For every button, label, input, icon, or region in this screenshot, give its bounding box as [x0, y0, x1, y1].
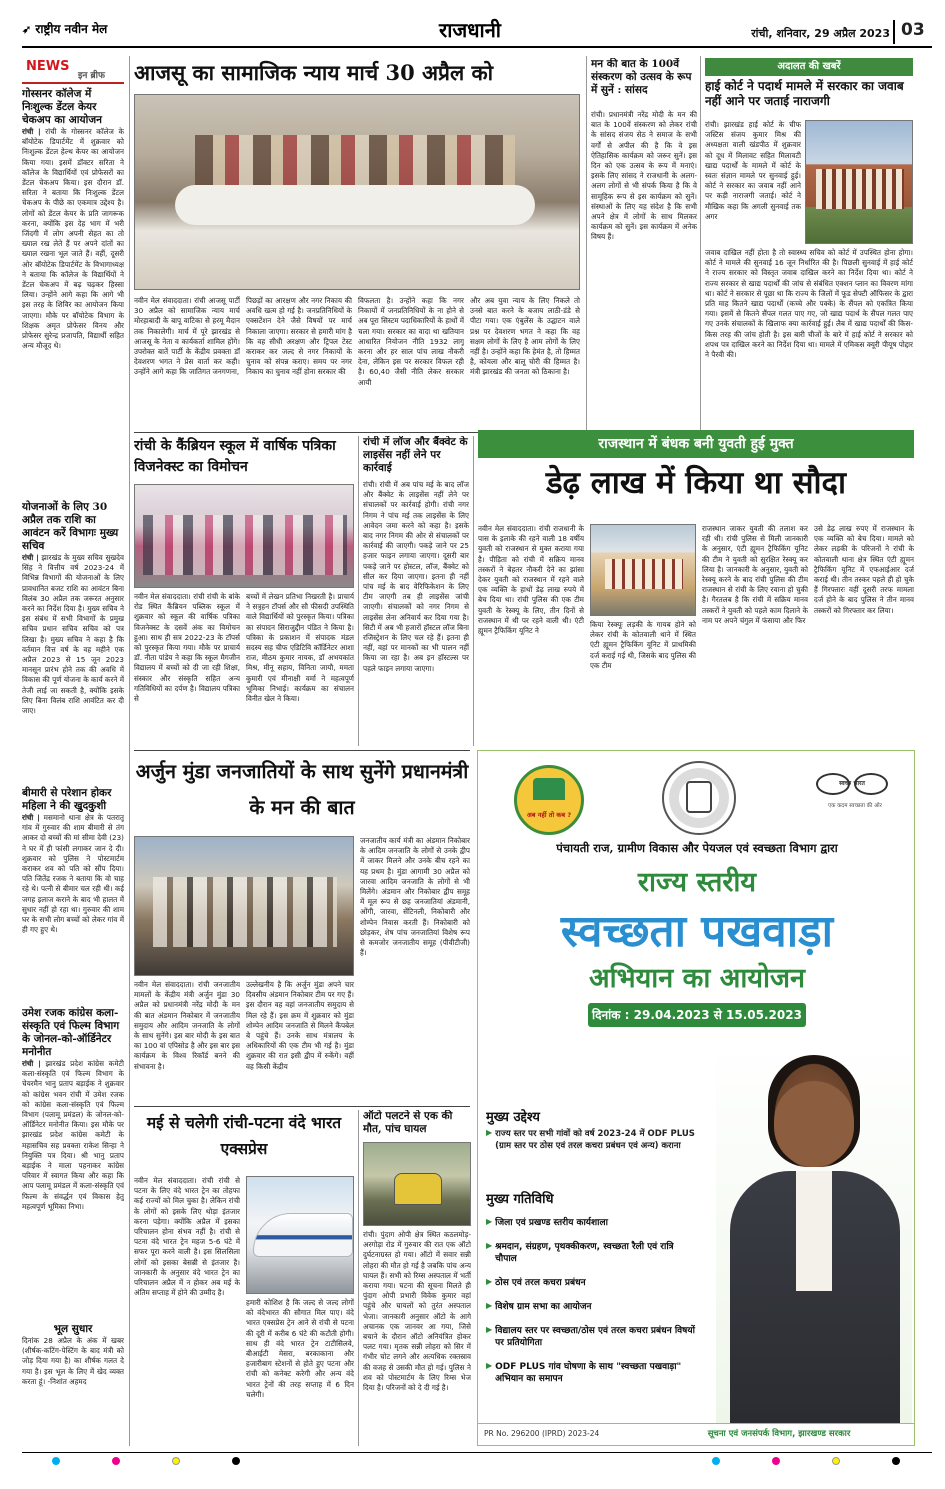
article-col: नवीन मेल संवाददाता। रांची जनजातीय मामलों के केंद्रीय मंत्री अर्जुन मुंडा 30 अप्रैल को प्रधानमंत्री नरेंद्र मोदी के मन की बात अंडमान निकोबार में जनजातीय समुदाय और आदिम जनजाति के लोगों के साथ सुनेंगे। इस बार मोदी के इस बात का 100 वां एपिसोड है और इस बार इस कार्यक्रम के विश्व रिकॉर्ड बनने की संभावना है। — [134, 980, 240, 1071]
article-headline: अर्जुन मुंडा जनजातियों के साथ सुनेंगे प्रधानमंत्री के मन की बात — [135, 760, 469, 819]
brief-body: दिनांक 28 अप्रैल के अंक में खबर (शीर्षक-कटिंग-पेस्टिंग के बाद मंत्री को जोड़ दिया गया है) का शीर्षक गलत दे गया है। इस भूल के लिए में खेद व्यक्त करता हूं। -निशांत अहमद — [22, 1336, 124, 1386]
ad-dates: दिनांक : 29.04.2023 से 15.05.2023 — [588, 1003, 806, 1027]
article-col: हमारी कोशिश है कि जल्द से जल्द लोगों को वंदेभारत की सौगात मिल पाए। वंदे भारत एक्सप्रेस ट्रेन आने से रांची से पटना की दूरी में करीब 6 घंटे की कटौती होगी। साथ ही वंदे भारत ट्रेन टाटीसिलवे, बीआईटी मेसरा, बरकाकाना और हजारीबाग स्टेशनों से होते हुए पटना और रांची को कनेक्ट करेगी और अन्य वंदे भारत ट्रेनों की तरह सप्ताह में 6 दिन चलेगी। — [246, 1298, 354, 1399]
article-high-court — [705, 58, 913, 430]
brief-headline: गोस्सनर कॉलेज में निःशुल्क डेंटल केयर चेकअप का आयोजन — [22, 88, 102, 126]
article-headline: ऑटो पलटने से एक की मौत, पांच घायल — [363, 1110, 453, 1135]
ad-activity-head: मुख्य गतिविधि — [486, 1192, 554, 1207]
brief-item — [22, 1007, 124, 1319]
article-col: नवीन मेल संवाददाता। रांची आजसू पार्टी 30 अप्रैल को सामाजिक न्याय मार्च मोरहाबादी के बापू वाटिका से हरमू मैदान तक निकालेगी। मार्च में पूरे झारखंड से आजसू के नेता व कार्यकर्ता शामिल होंगे। उपरोक्त बातें पार्टी के केंद्रीय प्रवक्ता डॉ देवशरण भगत ने प्रेस वार्ता कर कही। उन्होंने आगे कहा कि जातिगत जनगणना, — [134, 296, 240, 377]
photo-press-conference — [134, 94, 580, 290]
article-vande-bharat — [134, 1110, 354, 1446]
brief-body: मसमानो थाना क्षेत्र के पतरातू गांव में गुरुवार की शाम बीमारी से तंग आकर दो बच्चों की मां सीमा देवी (23) ने घर में ही फांसी लगाकर जान दे दी। शुक्रवार को पुलिस ने पोस्टमार्टम कराकर शव को पति को सौंप दिया। पति जितेंद्र रजक ने बताया कि वो चाह रहे थे। पत्नी से बीमार चल रही थी। कई जगह इलाज कराने के बाद भी हालत में सुधार नहीं हो रहा था। गुरुवार की शाम घर के सभी लोग बच्चों को लेकर गांव में ही गए हुए थे। — [22, 813, 124, 935]
brief-place: रांची | — [22, 813, 40, 822]
article-body: रांची। प्रधानमंत्री नरेंद्र मोदी के मन की बात के 100वें संस्करण को लेकर रांची के सांसद संजय सेठ ने समाज के सभी वर्गों से अपील की है कि वे इस ऐतिहासिक कार्यक्रम को जरूर सुनें। इस दिन को एक उत्सव के रूप में मनाएं। इसके लिए सांसद ने राजधानी के अलग-अलग लोगों से भी संपर्क किया है कि वे सामूहिक रूप से इस कार्यक्रम को सुनें। संस्थाओं के लिए यह संदेश है कि सभी अपने क्षेत्र में लोगों के साथ मिलकर कार्यक्रम को सुनें। इस कार्यक्रम में अनेक विषय हैं। — [591, 110, 697, 242]
ad-logo-right-text: स्वच्छ भारत — [839, 780, 865, 787]
article-arjun-munda — [134, 754, 470, 1104]
brief-item — [22, 88, 124, 497]
article-body: रांची। पुंदाग ओपी क्षेत्र स्थित कठलमोड़-अरगोड़ा रोड में गुरुवार की रात एक ऑटो दुर्घटनाग्रस्त हो गया। ऑटो में सवार सन्नी लोहरा की मौत हो गई है जबकि पांच अन्य घायल हैं। सभी को रिम्स अस्पताल में भर्ती कराया गया। घटना की सूचना मिलते ही पुंदाग ओपी प्रभारी विवेक कुमार वहां पहुंचे और घायलों को तुरंत अस्पताल भेजा। जानकारी अनुसार ऑटो के आगे अचानक एक जानवर आ गया, जिसे बचाने के दौरान ऑटो अनियंत्रित होकर पलट गया। मृतक सन्नी लोहरा को सिर में गंभीर चोट लगने और अत्यधिक रक्तस्राव की वजह से उसकी मौत हो गई। पुलिस ने शव को पोस्टमार्टम के लिए रिम्स भेज दिया है। परिजनों को दे दी गई है। — [363, 1230, 471, 1393]
brief-body: रांची के गोस्सनर कॉलेज के बॉयोटेक डिपार्टमेंट में शुक्रवार को निःशुल्क डेंटल हेल्थ केयर का आयोजन किया गया। इसमें डॉक्टर सरिता ने कॉलेज के विद्यार्थियों एवं प्रोफेसरों का डेंटल चेकअप किया। इस दौरान डॉ. सरिता ने बताया कि निःशुल्क डेंटल चेकअप के पीछे का एकमात्र उद्देश्य है। लोगों को डेंटल केयर के प्रति जागरूक करना, क्योंकि इस देह भाग में भरी जिंदगी में लोग अपनी सेहत का तो ख्याल रख लेते हैं पर अपने दांतों का ख्याल रखना भूल जाते हैं। वहीं, दूसरी ओर बॉयोटेक डिपार्टमेंट के विभागाध्यक्ष ने बताया कि कॉलेज के विद्यार्थियों ने डेंटल चेकअप में बढ़ चढ़कर हिस्सा लिया। उन्होंने आगे कहा कि आगे भी इस तरह के शिविर का आयोजन किया जाएगा। मौके पर बॉयोटेक विभाग के शिक्षक अमृत प्रोफेसर विनय और प्रोफेसर सुरेन्द्र प्रजापति, विद्यार्थी सहित अन्य मौजूद थे। — [22, 127, 124, 351]
brief-place: रांची | — [22, 553, 39, 562]
article-kicker: अदालत की खबरें — [705, 58, 913, 76]
brief-body: झारखंड प्रदेश कांग्रेस कमेटी कला-संस्कृति एवं फिल्म विभाग के चेयरमैन भानु प्रताप बड़ाईक ने शुक्रवार को कांग्रेस भवन रांची में उमेश रजक को कांग्रेस कला-संस्कृति एवं फिल्म विभाग (पलामू प्रमंडल) के जोनल-को-ऑर्डिनेटर मनोनीत किया। इस मौके पर झारखंड प्रदेश कांग्रेस कमेटी के महासचिव सह प्रवक्ता राकेश सिन्हा ने नियुक्ति पत्र दिया। श्री भानु प्रताप बड़ाईक ने माला पहनाकर कांग्रेस परिवार में स्वागत किया और कहा कि आप पलामू प्रमंडल में कला-संस्कृति एवं फिल्म के संवर्द्धन एवं विकास हेतु महत्वपूर्ण भूमिका निभा। — [22, 1059, 124, 1211]
article-cambrian — [134, 436, 354, 746]
ad-logo-right-sub: एक कदम स्वच्छता की ओर — [828, 803, 882, 809]
photo-minister-visit — [134, 836, 354, 976]
article-col: उल्लेखनीय है कि अर्जुन मुंडा अपने चार दिवसीय अंडमान निकोबार टीम पर गए हैं। इस दौरान वह वहां जनजातीय समुदाय से मिल रहे हैं। इस क्रम में शुक्रवार को मुंडा शोम्पेन आदिम जनजाति से मिलने कैंपबेल बे पहुंचे हैं। उनके साथ मंत्रालय के अधिकारियों की एक टीम भी गई है। मुंडा शुक्रवार की रात इसी द्वीप में रुकेंगे। वहीं वह किसी केंद्रीय — [246, 980, 354, 1071]
ad-title-line1: राज्य स्तरीय — [637, 867, 757, 898]
ad-title-line3: अभियान का आयोजन — [588, 963, 806, 994]
article-headline: रांची के कैंब्रियन स्कूल में वार्षिक पत्रिका विजनेक्स्ट का विमोचन — [134, 438, 336, 475]
article-col: किया रेस्क्यूः लड़की के गायब होने को लेकर रांची के कोतवाली थाने में स्थित एंटी ह्यूमन ट्रैफिकिंग यूनिट में प्राथमिकी दर्ज कराई गई थी, जिसके बाद पुलिस की एक टीम — [590, 620, 696, 670]
article-rajasthan-rescue — [478, 430, 914, 748]
brief-body: झारखंड के मुख्य सचिव सुखदेव सिंह ने वित्तीय वर्ष 2023-24 में विभिन्न विभागों की योजनाओं के लिए प्रावधानित बजट राशि का आवंटन बिना विलंब 30 अप्रैल तक जरूरत अनुसार करने का निर्देश दिया है। मुख्य सचिव ने इस संबंध में सभी विभागों के प्रमुख सचिव प्रधान सचिव सचिव को पत्र लिखा है। मुख्य सचिव ने कहा है कि वर्तमान वित्त वर्ष के वह महीने एक अप्रैल 2023 से 15 जून 2023 मानसून प्रारंभ होने तक की अवधि में विकास की पूर्ण योजना के कार्य करने में तेजी लाई जा सकती है, क्योंकि इसके लिए बिना विलंब राशि आवंटित कर दी जाए। — [22, 553, 124, 716]
triangle-bullet-icon: ▶ — [486, 1241, 493, 1250]
triangle-bullet-icon: ▶ — [486, 1325, 493, 1334]
triangle-bullet-icon: ▶ — [486, 1217, 493, 1226]
article-col: नवीन मेल संवाददाता। रांची रांची से पटना के लिए वंदे भारत ट्रेन का तोहफा कई राज्यों को मिल चुका है। लेकिन रांची के लोगों को इसके लिए थोड़ा इंतजार करना पड़ेगा। क्योंकि अप्रैल में इसका परिचालन होना संभव नहीं है। रांची से पटना वंदे भारत ट्रेन महज 5-6 घंटे में सफर पूरा करने वाली है। इस सिलसिला लोगों को इसका बेसब्री से इंतजार है। जानकारी के अनुसार वंदे भारत ट्रेन का परिचालन अप्रैल में न होकर अब मई के अंतिम सप्ताह में होने की उम्मीद है। — [134, 1176, 240, 1298]
swachh-bharat-logo — [812, 769, 902, 829]
article-body: रांची। रांची में अब पांच मई के बाद लॉज और बैंक्वेट के लाइसेंस नहीं लेने पर संचालकों पर कार्रवाई होगी। रांची नगर निगम ने पांच मई तक लाइसेंस के लिए आवेदन जमा करने को कहा है। इसके बाद नगर निगम की ओर से संचालकों पर कार्रवाई की जाएगी। पकड़े जाने पर 25 हजार फाइन लगाया जाएगा। दूसरी बार पकड़े जाने पर होस्टल, लॉज, बैंक्वेट को सील कर दिया जाएगा। इतना ही नहीं पांच मई के बाद वेरिफिकेशन के लिए टीम जाएगी तब ही लाइसेंस जांची जाएगी। संचालकों को नगर निगम से लाइसेंस लेना अनिवार्य कर दिया गया है। सिटी में अब भी हजारों हॉस्टल लॉज बिना रजिस्ट्रेशन के लिए चल रहे हैं। इतना ही नहीं, वहां पर मानकों का भी पालन नहीं किया जा रहा है। अब इन हॉस्टल्स पर पहले फाइन लगाया जाएगा। — [363, 480, 469, 673]
photo-vande-bharat-train — [246, 1176, 354, 1294]
ad-footer-bar — [478, 1423, 915, 1445]
brief-item — [22, 787, 124, 1003]
ad-activity-item: ▶ विद्यालय स्तर पर स्वच्छता/ठोस एवं तरल कचरा प्रबंधन विषयों पर प्रतियोगिता — [486, 1325, 695, 1348]
triangle-bullet-icon: ▶ — [486, 1128, 493, 1137]
article-headline: आजसू का सामाजिक न्याय मार्च 30 अप्रैल को — [134, 60, 494, 85]
article-headline: रांची में लॉज और बैंक्वेट के लाइसेंस नहीं लेने पर कार्रवाई — [363, 436, 468, 474]
jharkhand-emblem — [662, 761, 736, 835]
ad-aim-head: मुख्य उद्देश्य — [486, 1110, 540, 1125]
article-col: नवीन मेल संवाददाता। रांची रांची के बांके रोड स्थित कैंब्रियन पब्लिक स्कूल में शुक्रवार को स्कूल की वार्षिक पत्रिका विजनेक्स्ट के दसवें अंक का विमोचन हुआ। साथ ही सत्र 2022-23 के टॉपर्स को पुरस्कृत किया गया। मौके पर प्राचार्य डॉ. नीता पांडेय ने कहा कि स्कूल मैगजीन विद्यालय में बच्चों को दी जा रही शिक्षा, संस्कार और संस्कृति सहित अन्य गतिविधियों का दर्पण है। विद्यालय पत्रिका से — [134, 592, 240, 704]
bird-icon: ➶ — [22, 23, 32, 36]
page-number: 03 — [893, 20, 933, 44]
article-lodge-licence — [363, 436, 469, 746]
ad-logo-left-text: अब नहीं तो कब ? — [526, 811, 572, 819]
triangle-bullet-icon: ▶ — [486, 1301, 493, 1310]
photo-accident-auto — [363, 1142, 471, 1226]
brief-headline: बीमारी से परेशान होकर महिला ने की खुदकुशी — [22, 787, 112, 812]
column-divider — [129, 56, 130, 1446]
ad-dept: पंचायती राज, ग्रामीण विकास और पेयजल एवं स्वच्छता विभाग द्वारा — [556, 841, 838, 855]
article-col: नवीन मेल संवाददाता। रांची राजधानी के पास के इलाके की रहने वाली 18 वर्षीय युवती को राजस्थान से मुक्त कराया गया है। पीड़िता को रांची में सक्रिय मानव तस्करों ने बेहतर नौकरी देने का झांसा देकर युवती को राजस्थान में रहने वाले एक व्यक्ति के हाथों डेढ़ लाख रुपये में बेच दिया था। रांची पुलिस की एक टीम युवती के रेस्क्यू के लिए, तीन दिनों से राजस्थान में थी पर रहने वाली थी। एंटी ह्यूमन ट्रैफिकिंग यूनिट ने — [478, 524, 584, 636]
ad-aim-body: राज्य स्तर पर सभी गांवों को वर्ष 2023-24 में ODF PLUS (ग्राम स्तर पर ठोस एवं तरल कचरा प्रबंधन एवं अन्य) कराना — [495, 1129, 695, 1151]
brief-item — [22, 501, 124, 783]
registration-bar — [22, 1452, 932, 1466]
ad-activity-item: ▶ विशेष ग्राम सभा का आयोजन — [486, 1301, 592, 1312]
paper-logo — [22, 20, 162, 40]
brief-headline: उमेश रजक कांग्रेस कला-संस्कृति एवं फिल्म विभाग के जोनल-को-ऑर्डिनेटर मनोनीत — [22, 1007, 120, 1058]
photo-police-station — [590, 524, 696, 616]
article-headline: हाई कोर्ट ने पदार्थ मामले में सरकार का जवाब नहीं आने पर जताई नाराजगी — [705, 79, 904, 108]
news-brief-sub: इन ब्रीफ — [78, 71, 105, 81]
article-body: रांची। झारखंड हाई कोर्ट के चीफ जस्टिस संजय कुमार मिश्र की अध्यक्षता वाली खंडपीठ में शुक्रवार को दूध में मिलावट सहित मिलावटी खाद्य पदार्थों के मामले में कोर्ट के स्वतः संज्ञान मामले पर सुनवाई हुई। कोर्ट ने सरकार का जवाब नहीं आने पर कड़ी नाराजगी जताई। कोर्ट ने मौखिक कहा कि अगली सुनवाई तक अगर — [705, 120, 801, 221]
brief-headline: योजनाओं के लिए 30 अप्रैल तक राशि का आवंटन करें विभागः मुख्य सचिव — [22, 501, 119, 552]
article-mann-ki-baat — [591, 58, 697, 430]
article-col: उसे डेढ़ लाख रुपए में राजस्थान के एक व्यक्ति को बेच दिया। मामले को लेकर लड़की के परिजनों ने रांची के कोतवाली थाना क्षेत्र स्थित एंटी ह्यूमन ट्रैफिकिंग यूनिट में एफआईआर दर्ज कराई थी। तीन तस्कर पहले ही हो चुके हैं गिरफ्तारः वहीं दूसरी तरफ मामला दर्ज होने के बाद पुलिस ने तीन मानव तस्करों को गिरफ्तार कर लिया। — [814, 524, 914, 615]
brief-item — [22, 1323, 124, 1426]
news-brief-tag — [22, 56, 124, 84]
article-kicker: राजस्थान में बंधक बनी युवती हुई मुक्त — [478, 430, 914, 458]
article-col: बच्चों में लेखन प्रतिभा निखरती है। प्राचार्य ने सत्र्रहन टॉपर्स और सौ फीसदी उपस्थिति वाले विद्यार्थियों को पुरस्कृत किया। पत्रिका का संपादन सिराजुद्दीन पंडित ने किया है। पत्रिका के प्रकाशन में संपादक मंडल सदस्य सह चीफ एडिटिवि कॉर्डिनेटर आशा राज, मीठम कुमार नायक, डॉ अभयकांत मिश्र, मीनू सहाय, विनिता जायौ, ममता कुमारी एवं मीनाक्षी वर्मा ने महत्वपूर्ण भूमिका निभाई। कार्यक्रम का संचालन विनीत खेल ने किया। — [246, 592, 354, 704]
paper-name: राष्ट्रीय नवीन मेल — [35, 22, 108, 36]
article-headline: मन की बात के 100वें संस्करण को उत्सव के रूप में सुनें : सांसद — [591, 58, 692, 96]
ad-pr-no: PR No. 296200 (IPRD) 2023-24 — [484, 1429, 600, 1438]
ad-activities — [486, 1189, 698, 1421]
ad-aim-box — [486, 1107, 696, 1185]
article-headline: मई से चलेगी रांची-पटना वंदे भारत एक्सप्रेस — [146, 1113, 342, 1158]
dateline: रांची, शनिवार, 29 अप्रैल 2023 — [751, 27, 890, 40]
chief-minister-portrait — [716, 1041, 912, 1423]
triangle-bullet-icon: ▶ — [486, 1361, 493, 1370]
news-brief-news: NEWS — [26, 59, 70, 74]
article-col: पिछड़ों का आरक्षण और नगर निकाय की अवधि खत्म हो गई है। जनप्रतिनिधियों के एक्सटेंशन देने जैसे विषयों पर मार्च निकाला जाएगा। सरकार से हमारी मांग है कि वह सीधी अरक्षण और ट्रिपल टेस्ट कराकर कर जल्द से नगर निकायों के चुनाव को संपन्न कराए। समय पर नगर निकाय का चुनाव नहीं होना सरकार की — [246, 296, 352, 377]
brief-place: रांची | — [22, 1059, 41, 1068]
photo-high-court — [805, 120, 913, 244]
article-auto-accident — [363, 1110, 471, 1446]
ad-footer-text: सूचना एवं जनसंपर्क विभाग, झारखण्ड सरकार — [707, 1429, 851, 1439]
section-title: राजधानी — [439, 18, 501, 42]
article-col: और अब युवा न्याय के लिए निकले तो उनसे बात करने के बजाय लाठी-डंडे से पीटा गया। एक एंबुलेंस के उद्घाटन वाले प्रश्न पर देवशरण भगत ने कहा कि वह सक्षम लोगों के लिए है आम लोगों के लिए नहीं है। उन्होंने कहा कि हेमंत है, तो हिम्मत है, कोयला और बालू चोरी की हिम्मत है। मंत्री झारखंड की जनता को ठिकाना है। — [470, 296, 580, 377]
ad-activity-item: ▶ ODF PLUS गांव घोषणा के साथ "स्वच्छता पखवाड़ा" अभियान का समापन — [486, 1361, 682, 1384]
photo-magazine-release — [134, 484, 354, 588]
news-brief-column — [22, 56, 124, 1446]
ad-title-line2: स्वच्छता पखवाड़ा — [560, 906, 834, 957]
article-col: विफलता है। उन्होंने कहा कि नगर निकायों में जनप्रतिनिधियों के ना होने से अब पूरा सिस्टम पदाधिकारियों के हाथों में चला गया। सरकार का वादा था खतियान आधारित नियोजन नीति 1932 लागू करना और हर साल पांच लाख नौकरी देना, लेकिन इस पर सरकार विफल रही है। 60,40 जैसी नीति लेकर सरकार आयी — [358, 296, 464, 387]
article-body: जवाब दाखिल नहीं होता है तो स्वास्थ्य सचिव को कोर्ट में उपस्थित होना होगा। कोर्ट ने मामले की सुनवाई 16 जून निर्धारित की है। पिछली सुनवाई में हाई कोर्ट ने राज्य सरकार को विस्तृत जवाब दाखिल करने का निर्देश दिया था। कोर्ट ने राज्य सरकार से खाद्य पदार्थों की जांच से संबंधित एक्शन प्लान का विवरण मांगा था। कोर्ट ने सरकार से पूछा था कि राज्य के जिलों में फूड सेफ्टी ऑफिसर के द्वारा प्रति माह कितने खाद्य पदार्थों (कच्चे और पक्के) के सैंपल को एकत्रित किया गया। इसमें से कितने सैंपल गलत पाए गए, जो खाद्य पदार्थ के सैंपल गलत पाए गए उनके संचालकों के खिलाफ क्या कार्रवाई हुई। लैब में खाद्य पदार्थों की किस-किस तरह की जांच होती है। इस बारी चीजों के बारे में हाई कोर्ट ने सरकार को शपथ पत्र दाखिल करने का निर्देश दिया था। मामले में एमिकस क्यूरी पीयूष पोद्दार ने पैरवी की। — [705, 248, 913, 360]
ad-logo-left — [514, 765, 584, 835]
article-headline: डेढ़ लाख में किया था सौदा — [545, 465, 847, 501]
masthead-rule — [22, 46, 932, 48]
article-col: राजस्थान जाकर युवती की तलाश कर रही थी। रांची पुलिस से मिली जानकारी के अनुसार, एंटी ह्यूमन ट्रैफिकिंग यूनिट की टीम ने युवती को सुरक्षित रेस्क्यू कर लिया है। जानकारी के अनुसार, युवती को रेस्क्यू करने के बाद रांची पुलिस की टीम राजस्थान से रांची के लिए रवाना हो चुकी है। गैरतलब है कि रांची में सक्रिय मानव तस्करों ने युवती को पहले काम दिलाने के नाम पर अपने चंगुल में फंसाया और फिर — [702, 524, 808, 625]
ad-activity-item: ▶ ठोस एवं तरल कचरा प्रबंधन — [486, 1277, 586, 1288]
ad-activity-item: ▶ श्रमदान, संग्रहण, पृथक्कीकरण, स्वच्छता रैली एवं रात्रि चौपाल — [486, 1241, 674, 1264]
article-col: जनजातीय कार्य मंत्री का अंडमान निकोबार के आदिम जनजाति के लोगों से उनके द्वीप में जाकर मिलने और उनके बीच रहने का यह प्रथम है। मुंडा आगामी 30 अप्रैल को जारवा आदिम जनजाति के लोगों से भी मिलेंगे। अंडमान और निकोबार द्वीप समूह में मूल रूप से छह जनजातियां अंडमानी, ओंगी, जारवा, सेंटिनली, निकोबारी और शोम्पेन निवास करती हैं। निकोबारी को छोड़कर, शेष पांच जनजातियां विशेष रूप से कमजोर जनजातीय समूह (पीवीटीजी) हैं। — [360, 836, 470, 958]
brief-place: रांची | — [22, 127, 41, 136]
ad-activity-item: ▶ जिला एवं प्रखण्ड स्तरीय कार्यशाला — [486, 1217, 608, 1228]
triangle-bullet-icon: ▶ — [486, 1277, 493, 1286]
swachhata-ad — [477, 750, 915, 1446]
masthead — [0, 0, 945, 50]
article-ajsu — [134, 56, 584, 430]
brief-headline: भूल सुधार — [53, 1323, 93, 1335]
